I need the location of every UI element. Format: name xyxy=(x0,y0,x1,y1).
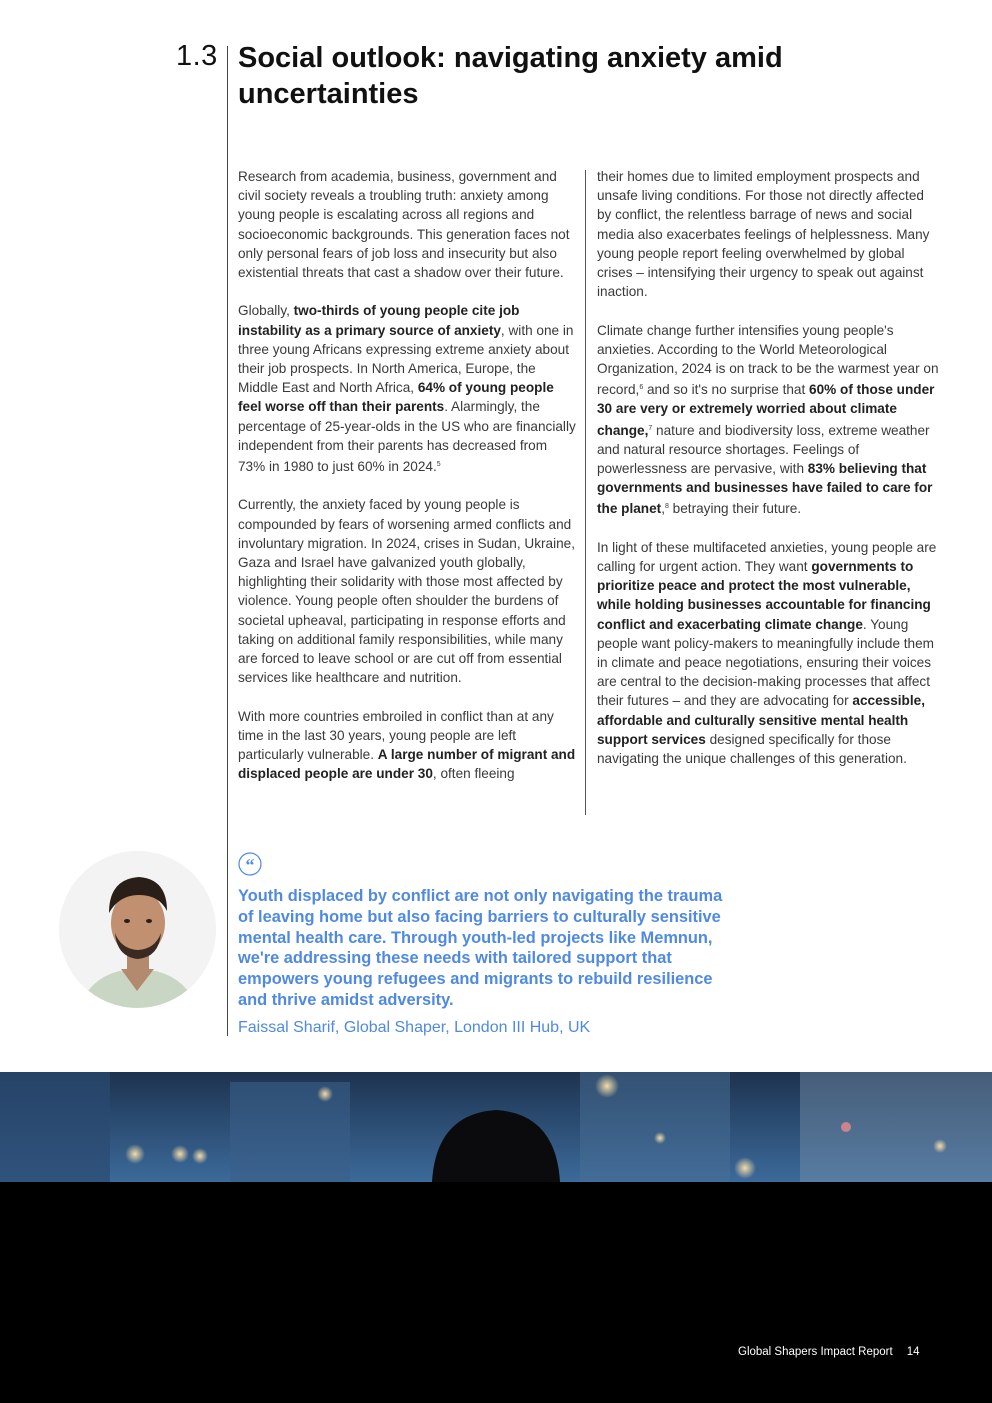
page-title: Social outlook: navigating anxiety amid uncertainties xyxy=(238,42,783,110)
pull-quote: Youth displaced by conflict are not only navigating the trauma of leaving home but also facing barriers to culturally sensitive mental health care. Through youth-led projects like Memnun, we're addressing these needs with tailored support that empowers young refugees and migrants to rebuild resilience and thrive amidst adversity. xyxy=(238,887,723,1009)
portrait-image xyxy=(59,851,216,1008)
column-divider xyxy=(585,170,586,815)
photo-dark-area xyxy=(0,1182,992,1403)
paragraph: With more countries embroiled in conflict than at any time in the last 30 years, young people are left particularly vulnerable. A large number of migrant and displaced people are under 30, often fleeing xyxy=(238,708,576,782)
footer xyxy=(738,1346,920,1358)
paragraph: their homes due to limited employment prospects and unsafe living conditions. For those not directly affected by conflict, the relentless barrage of news and social media also exacerbates feelings of helplessness. Many young people report feeling overwhelmed by global crises – intensifying their urgency to speak out against inaction. xyxy=(597,169,930,300)
street-photo xyxy=(0,1072,992,1182)
footnote-ref[interactable]: 6 xyxy=(639,384,644,392)
footnote-ref[interactable]: 5 xyxy=(436,461,441,469)
footer-report-title: Global Shapers Impact Report xyxy=(738,1346,893,1358)
paragraph: Research from academia, business, government and civil society reveals a troubling truth: anxiety among young people is escalating across all regions and socioeconomic backgrounds. This generation faces not only personal fears of job loss and insecurity but also existential threats that cast a shadow over their future. xyxy=(238,169,570,281)
paragraph: Globally, two-thirds of young people cite job instability as a primary source of anxiety, with one in three young Africans expressing extreme anxiety about their job prospects. In North America, Europe, the Middle East and North Africa, 64% of young people feel worse off than their parents. Alarmingly, the percentage of 25-year-olds in the US who are financially independent from their parents has decreased from 73% in 1980 to just 60% in 2024.$^5$ xyxy=(238,303,576,475)
avatar xyxy=(59,851,216,1008)
body-column-left xyxy=(238,167,576,803)
paragraph: Currently, the anxiety faced by young people is compounded by fears of worsening armed conflicts and involuntary migration. In 2024, crises in Sudan, Ukraine, Gaza and Israel have galvanized youth globally, highlighting their solidarity with those most affected by violence. Young people often shoulder the burdens of societal upheaval, participating in response efforts and taking on additional family responsibilities, while many are forced to leave school or are cut off from essential services like healthcare and nutrition. xyxy=(238,497,575,686)
paragraph: Climate change further intensifies young people's anxieties. According to the World Meteorological Organization, 2024 is on track to be the warmest year on record,$^6$ and so it's no surprise that 60% of those under 30 are very or extremely worried about climate change,$^7$ nature and biodiversity loss, extreme weather and natural resource shortages. Feelings of powerlessness are pervasive, with 83% believing that governments and businesses have failed to care for the planet,$^8$ betraying their future. xyxy=(597,322,939,517)
footnote-ref[interactable]: 8 xyxy=(664,503,669,511)
quote-mark-icon xyxy=(238,852,262,876)
body-column-right xyxy=(597,167,942,787)
quote-attribution: Faissal Sharif, Global Shaper, London III Hub, UK xyxy=(238,1019,591,1036)
section-rule xyxy=(227,46,228,1036)
svg-text:“: “ xyxy=(245,855,255,875)
paragraph: In light of these multifaceted anxieties, young people are calling for urgent action. They want governments to prioritize peace and protect the most vulnerable, while holding businesses accountable for financing conflict and exacerbating climate change. Young people want policy-makers to meaningfully include them in climate and peace negotiations, ensuring their voices are central to the decision-making processes that affect their futures – and they are advocating for accessible, affordable and culturally sensitive mental health support services designed specifically for those navigating the unique challenges of this generation. xyxy=(597,539,937,767)
section-number: 1.3 xyxy=(176,40,218,72)
page-number: 14 xyxy=(906,1346,920,1358)
footnote-ref[interactable]: 7 xyxy=(648,424,653,432)
